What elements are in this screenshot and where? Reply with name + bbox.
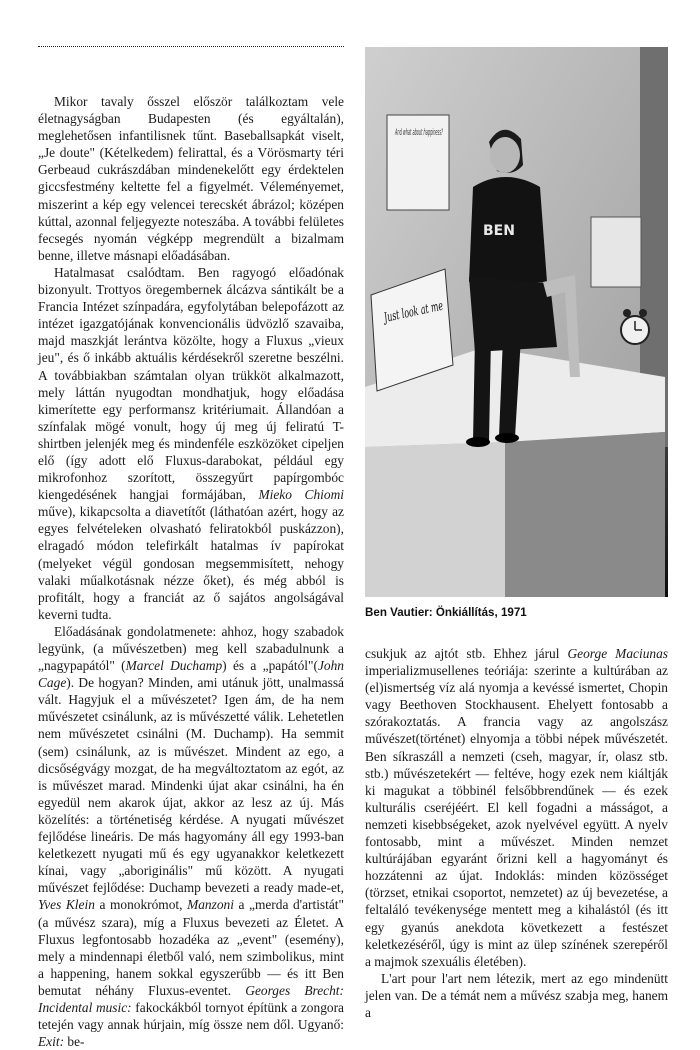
artist-name: Manzoni	[187, 897, 234, 913]
artist-name: Mieko Chiomi	[258, 487, 344, 503]
article-column-right	[365, 645, 668, 1021]
work-title: Exit:	[38, 1034, 65, 1050]
photo-caption: Ben Vautier: Önkiállítás, 1971	[365, 606, 527, 619]
paragraph: L'art pour l'art nem létezik, mert az ego mindenütt jelen van. De a témát nem a művész szabja meg, hanem a	[365, 970, 668, 1020]
artist-name: Yves Klein	[38, 897, 95, 913]
artwork-photo	[365, 47, 668, 597]
paragraph: Mikor tavaly ősszel először találkoztam vele életnagyságban Budapesten (és egyáltalán), meglehetősen infantilisnek tűnt. Baseballsapkát viselt, „Je doute" (Kételkedem) felirattal, és a Vörösmarty téri Gerbeaud cukrászdában mindenekelőtt egy érdektelen giccsfestmény keltette fel a figyelmét. Véleményemet, miszerint a kép egy velencei terecskét ábrázol; középen kúttal, azonnal feljegyezte noteszába. A további felületes fecsegés nyomán végképp megrendült a bizalmam benne, illetve másnapi előadásában.	[38, 94, 344, 263]
paragraph: Előadásának gondolatmenete: ahhoz, hogy szabadok legyünk, (a művészetben) meg kell szabadulnunk a „nagypapától" (Marcel Duchamp) és a „papától"(John Cage). De hogyan? Minden, ami utánuk jött, unalmassá vált. Hagyjuk el a művészetet? Igen ám, de ha nem művészetet csinálunk, az is művészetté válik. Lehetetlen nem művészetet csinálni (M. Duchamp). Ha semmit (sem) csinálunk, az is művészet. Mindent az ego, a dicsőségvágy mozgat, de ha megváltoztatom az egót, az is művészet marad. Mindenki újat akar csinálni, ha én egyedül nem akarok újat, akkor az lesz az új. Más közelítés: a történetiség kérdése. A nyugati művészet fejlődése lineáris. De más hagyomány áll egy 1993-ban keletkezett nyugati mű és egy ugyanakkor keletkezett kínai, vagy „aboriginális" mű között. A nyugati művészet fejlődése: Duchamp bevezeti a ready made-et, Yves Klein a monokrómot, Manzoni a „merda d'artistát" (a művész szara), míg a Fluxus bevezeti az Életet. A Fluxus legfontosabb hozadéka az „event" (esemény), mely a mindennapi életből való, nem szimbolikus, mint a happening, hanem sokkal egyszerűbb — és itt Ben bemutat néhány Fluxus-eventet. Georges Brecht: Incidental music: fakockákból tornyot építünk a zongora tetején vagy annak húrjain, míg össze nem dől. Ugyanő: Exit: be-	[38, 623, 344, 1050]
svg-text:And what about happiness?: And what about happiness?	[394, 128, 444, 138]
paragraph: csukjuk az ajtót stb. Ehhez járul George Maciunas imperializmusellenes teóriája: szerinte a kultúrában az (el)ismertség víz alá nyomja a kevéssé ismertet, Chopin vagy Beethoven Stockhausent. Ehelyett fontosabb a szórakoztatás. A francia vagy az angolszász művészet(történet) elnyomja a többi népek művészetét. Ben síkraszáll a nemzeti (cseh, magyar, ír, olasz stb. stb.) művészetekért — feltéve, hogy ezek nem kiáltják ki magukat a többinél felsőbbrendűnek — és ezek kulturális cseréjéért. El kell fogadni a másságot, a nemzeti kisebbségeket, azok nyelvével együtt. A nyelv fontosabb, mint a művészet. Minden nemzet kultúrájában egyaránt őrizni kell a hagyományt és hozzátenni az újat. Indoklás: minden közösséget (törzset, etnikai csoportot, nemzetet) az új bevezetése, a feltaláló tevékenysége mentett meg a kihalástól (és itt egy gyanús anekdota következett a festészet keletkezéséről, úgy is mint az ülep színének szerepéről a majmok szexuális életében).	[365, 646, 668, 969]
back-sign	[387, 115, 449, 210]
artist-name: George Maciunas	[567, 646, 668, 661]
work-title: Georges Brecht: Incidental music:	[38, 982, 344, 1015]
svg-text:Just look at me: Just look at me	[382, 290, 483, 326]
artist-name: John Cage	[38, 658, 344, 691]
dotted-rule	[38, 46, 344, 47]
svg-text:BEN: BEN	[483, 223, 515, 239]
article-column-left	[38, 93, 344, 1050]
paragraph: Hatalmasat csalódtam. Ben ragyogó előadónak bizonyult. Trottyos öregembernek álcázva sántikált be a Francia Intézet színpadára, egyfolytában belepofázott az intézet igazgatójának konvencionális üdvözlő szavaiba, majd maszkját lerántva közölte, hogy a Fluxus „vieux jeu", és ő inkább aktuális kérdésekről szeretne beszélni. A továbbiakban számtalan olyan trükköt alkalmazott, mely láttán nyugodtan mondhatjuk, hogy előadása kimerítette egy performansz kritériumait. Állandóan a színfalak mögé vonult, hogy új meg új feliratú T-shirtben jelenjék meg és mindenféle eszközöket cipeljen elő (így adott elő Fluxus-darabokat, például egy mikrofonhoz szorított, összegyűrt papírgombóc kiengedésének hangjai formájában, Mieko Chiomi műve), kikapcsolta a diavetítőt (láthatóan azért, hogy az egyes felvételeken olvasható feliratokból puskázzon), elragadó módon telefirkált hatalmas ív papírokat (melyeket végül gondosan megsemmisített, nehogy valaki műalkotásnak nézze őket), és még abból is profitált, hogy a franciát az ő sajátos angolságával keverni tudta.	[38, 264, 344, 622]
artist-name: Marcel Duchamp	[125, 658, 223, 674]
